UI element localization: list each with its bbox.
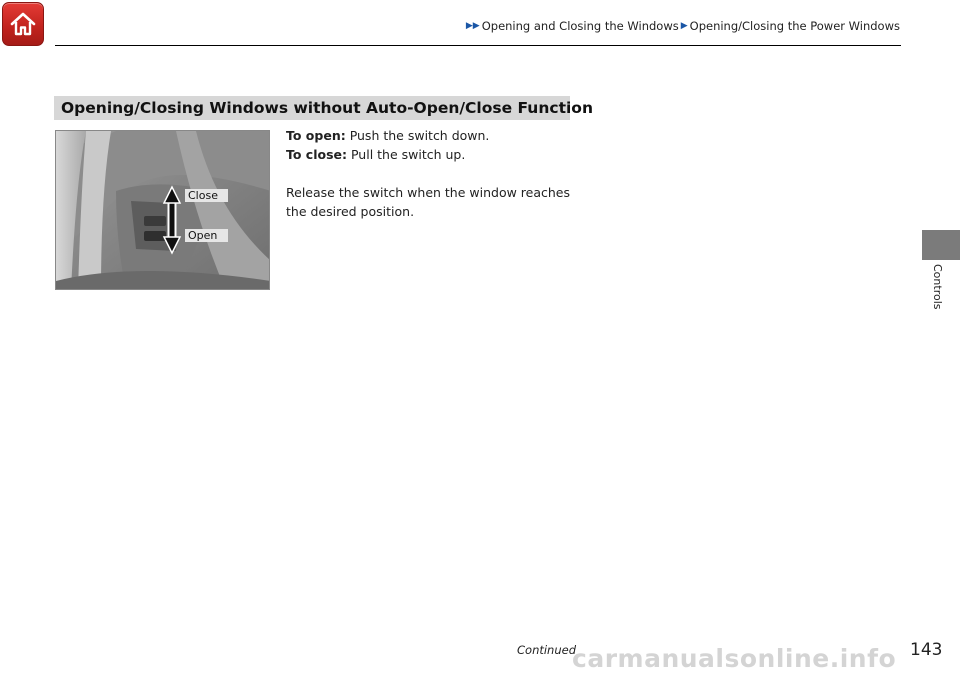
- instructions: [286, 126, 586, 221]
- breadcrumb-item-power-windows[interactable]: Opening/Closing the Power Windows: [689, 19, 900, 33]
- release-line-1: Release the switch when the window reaches: [286, 185, 571, 200]
- close-instruction: To close: Pull the switch up.: [286, 147, 466, 162]
- section-title: Opening/Closing Windows without Auto-Open/Close Function: [61, 99, 593, 117]
- breadcrumb-item-windows[interactable]: Opening and Closing the Windows: [481, 19, 679, 33]
- continued-label: Continued: [517, 643, 577, 657]
- window-switch-figure: [55, 130, 270, 290]
- breadcrumb-arrow-icon: ▶: [680, 21, 688, 31]
- breadcrumb-arrow-icon: ▶▶: [465, 21, 480, 31]
- watermark: carmanualsonline.info: [572, 644, 897, 673]
- header-rule: [55, 45, 901, 46]
- door-panel-illustration: [56, 131, 270, 290]
- breadcrumb: [466, 19, 902, 33]
- open-instruction: To open: Push the switch down.: [286, 128, 490, 143]
- section-heading: [54, 96, 593, 120]
- home-icon: [8, 9, 38, 39]
- close-label: Close: [185, 189, 228, 202]
- page-number: 143: [910, 640, 943, 660]
- chapter-label: Controls: [931, 264, 944, 310]
- open-label: Open: [185, 229, 228, 242]
- home-button[interactable]: [2, 2, 44, 46]
- release-line-2: the desired position.: [286, 204, 415, 219]
- chapter-tab[interactable]: [922, 230, 960, 260]
